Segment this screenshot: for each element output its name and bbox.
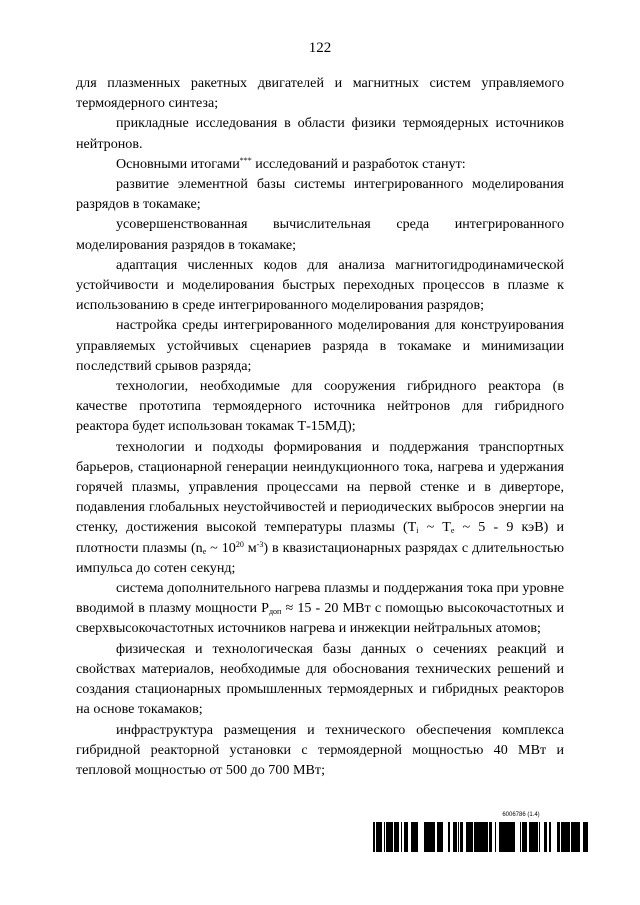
barcode-bar [585, 822, 586, 852]
barcode-bar [536, 822, 538, 852]
barcode-bar [508, 822, 510, 852]
barcode-bar [374, 822, 375, 852]
barcode-bar [411, 822, 412, 852]
barcode-bar [566, 822, 569, 852]
barcode-bar [426, 822, 427, 852]
paragraph: настройка среды интегрированного моделирования для конструирования управляемых устойчивых сценариев разряда в токамаке и минимизации последствий срывов разряда; [76, 317, 564, 374]
barcode-bar [455, 822, 456, 852]
barcode-bar [583, 822, 585, 852]
barcode-bar [587, 822, 588, 852]
paragraph: для плазменных ракетных двигателей и магнитных систем управляемого термоядерного синтеза; [76, 75, 564, 112]
barcode-bar [461, 822, 462, 852]
superscript: -3 [256, 539, 264, 549]
paragraph: Основными итогами*** исследований и разработок станут: [116, 155, 466, 172]
barcode-bar [437, 822, 439, 852]
barcode-bar [474, 822, 475, 852]
barcode-bar [524, 822, 525, 852]
barcode-bar [431, 822, 433, 852]
barcode-bar [406, 822, 407, 852]
paragraph: система дополнительного нагрева плазмы и поддержания тока при уровне вводимой в плазму мощности $P_{доп} \approx 15 - 20$ МВт с помощью высокочастотных и сверхвысокочастотных источников нагрева и инжекции нейтральных атомов; [76, 580, 564, 637]
barcode-bar [381, 822, 382, 852]
barcode-bar [495, 822, 496, 852]
barcode-bar [569, 822, 570, 852]
barcode-bar [501, 822, 504, 852]
paragraph: адаптация численных кодов для анализа магнитогидродинамической устойчивости и моделирования быстрых переходных процессов в плазме к использованию в среде интегрированного моделирования разрядов; [76, 256, 564, 314]
barcode-bar [576, 822, 578, 852]
barcode-bar [456, 822, 457, 852]
barcode-bar [482, 822, 485, 852]
barcode-bar [407, 822, 408, 852]
barcode-label: 6006786 (1.4) [502, 812, 540, 818]
barcode-bar [578, 822, 579, 852]
barcode-bar [504, 822, 505, 852]
barcode-bar [412, 822, 413, 852]
barcode-bar [424, 822, 426, 852]
barcode-bar [413, 822, 415, 852]
barcode-bar [395, 822, 397, 852]
barcode-bar [533, 822, 536, 852]
barcode [372, 822, 588, 852]
barcode-bar [557, 822, 560, 852]
barcode-bar [448, 822, 449, 852]
barcode-bar [499, 822, 501, 852]
barcode-bar [531, 822, 532, 852]
subscript: i [416, 526, 419, 536]
barcode-bar [526, 822, 527, 852]
subscript: e [450, 526, 455, 536]
barcode-bar [489, 822, 492, 852]
barcode-bar [520, 822, 521, 852]
barcode-bar [469, 822, 470, 852]
barcode-bar [563, 822, 566, 852]
barcode-bar [388, 822, 390, 852]
barcode-bar [485, 822, 488, 852]
paragraph: технологии, необходимые для сооружения гибридного реактора (в качестве прототипа термоядерного источника нейтронов для гибридного реактора будет использован токамак Т-15МД); [76, 378, 564, 435]
barcode-bar [427, 822, 428, 852]
barcode-bar [428, 822, 431, 852]
paragraph: усовершенствованная вычислительная среда интегрированного моделирования разрядов в токамаке; [76, 216, 564, 253]
barcode-bar [475, 822, 478, 852]
barcode-bar [384, 822, 385, 852]
paragraph: инфраструктура размещения и технического обеспечения комплекса гибридной реакторной установки с термоядерной мощностью 40 МВт и тепловой мощностью от 500 до 700 МВт; [76, 721, 564, 778]
barcode-bar [512, 822, 514, 852]
barcode-bar [449, 822, 450, 852]
barcode-bar [532, 822, 533, 852]
barcode-bar [394, 822, 395, 852]
barcode-bar [470, 822, 472, 852]
barcode-bar [561, 822, 563, 852]
barcode-bar [453, 822, 454, 852]
barcode-bar [460, 822, 461, 852]
barcode-bar [401, 822, 402, 852]
barcode-bar [439, 822, 442, 852]
barcode-bar [510, 822, 512, 852]
barcode-bar [586, 822, 587, 852]
barcode-bar [404, 822, 406, 852]
barcode-bar [549, 822, 550, 852]
subscript: доп [268, 607, 282, 617]
barcode-bar [550, 822, 551, 852]
barcode-bar [525, 822, 526, 852]
barcode-bar [544, 822, 546, 852]
barcode-bar [390, 822, 393, 852]
barcode-bar [505, 822, 508, 852]
document-body [76, 73, 564, 780]
barcode-bar [415, 822, 416, 852]
barcode-bar [378, 822, 381, 852]
barcode-bar [466, 822, 469, 852]
barcode-bar [539, 822, 540, 852]
barcode-bar [514, 822, 515, 852]
superscript: *** [239, 155, 252, 165]
barcode-bar [386, 822, 388, 852]
barcode-bar [416, 822, 418, 852]
paragraph: физическая и технологическая базы данных о сечениях реакций и свойствах материалов, необходимые для обоснования технических решений и создания стационарных промышленных термоядерных и гибридных реакторов на основе токамаков; [76, 640, 564, 718]
barcode-bar [433, 822, 435, 852]
superscript: 20 [235, 539, 244, 549]
paragraph: развитие элементной базы системы интегрированного моделирования разрядов в токамаке; [76, 176, 564, 213]
barcode-bar [373, 822, 374, 852]
barcode-bar [458, 822, 459, 852]
paragraph: технологии и подходы формирования и поддержания транспортных барьеров, стационарной генерации неиндукционного тока, нагрева и удержания горячей плазмы, управления процессами на первой стенке и в диверторе, подавления глобальных неустойчивостей и периодических выбросов энергии на стенку, достижения высокой температуры плазмы ($T_i$ ~ $T_e$ ~ 5 - 9 кэВ) и плотности плазмы ($n_e$ ~ $10^{20}$ $м^{-3}$) в квазистационарных разрядах с длительностью импульса до сотен секунд; [76, 438, 565, 576]
paragraph: прикладные исследования в области физики термоядерных источников нейтронов. [76, 115, 564, 152]
barcode-bar [479, 822, 482, 852]
barcode-bar [574, 822, 576, 852]
barcode-bar [462, 822, 463, 852]
barcode-bar [571, 822, 574, 852]
subscript: e [202, 546, 207, 556]
barcode-bar [546, 822, 547, 852]
barcode-bar [376, 822, 378, 852]
barcode-bar [454, 822, 455, 852]
barcode-bar [478, 822, 479, 852]
barcode-bar [522, 822, 524, 852]
barcode-bar [442, 822, 443, 852]
barcode-bar [472, 822, 473, 852]
barcode-bar [397, 822, 399, 852]
barcode-bar [529, 822, 531, 852]
barcode-bar [579, 822, 580, 852]
page-number: 122 [308, 40, 332, 56]
